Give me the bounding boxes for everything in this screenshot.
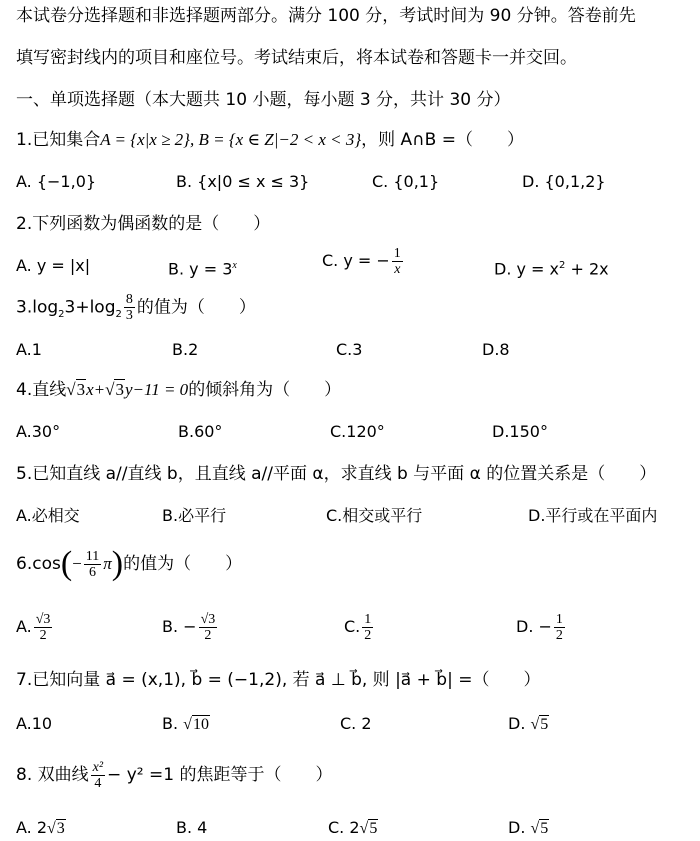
q5-option-a: A.必相交	[16, 506, 80, 525]
q8-num: x²	[92, 759, 104, 775]
q6-option-c	[344, 612, 375, 643]
question-1-stem	[16, 128, 692, 152]
q6-b-num: √3	[200, 612, 216, 627]
q6-right-paren: )	[111, 545, 124, 582]
q5-option-c: C.相交或平行	[326, 506, 423, 525]
q8-d-label: D.	[508, 818, 531, 837]
q2-option-c-fraction	[392, 246, 403, 277]
q6-b-fraction	[199, 612, 218, 643]
section-title: 一、单项选择题（本大题共 10 小题，每小题 3 分，共计 30 分）	[16, 90, 511, 110]
question-8-stem	[16, 758, 692, 792]
q2-option-b-exp: x	[232, 260, 237, 271]
q8-pre: 8. 双曲线	[16, 765, 89, 785]
q6-d-label: D. −	[516, 617, 552, 636]
q1-prefix: 1.已知集合	[16, 130, 101, 150]
q3-den: 3	[125, 308, 133, 323]
q2-option-d	[494, 254, 609, 281]
intro-line-1: 本试卷分选择题和非选择题两部分。满分 100 分，考试时间为 90 分钟。答卷前先	[16, 6, 636, 26]
q4-pre: 4.直线	[16, 380, 67, 400]
q4-post: 的倾斜角为（ ）	[188, 380, 342, 400]
q4-option-b: B.60°	[178, 422, 223, 441]
q4-radicand-2: 3	[115, 380, 124, 399]
q2-option-c-pre: C. y = −	[322, 251, 390, 270]
q8-d-radicand: 5	[540, 820, 549, 837]
q8-den: 4	[94, 775, 102, 791]
q2-option-c	[322, 246, 405, 277]
q8-c-sqrt: √5	[359, 820, 378, 837]
q3-option-b: B.2	[172, 340, 199, 359]
q3-pre: 3.log	[16, 297, 59, 318]
q5-option-d: D.平行或在平面内	[528, 506, 658, 525]
q2-option-a: A. y = |x|	[16, 256, 91, 275]
q3-option-d: D.8	[482, 340, 510, 359]
q7-d-sqrt: √5	[530, 716, 549, 733]
question-6-stem	[16, 546, 692, 582]
q3-option-c: C.3	[336, 340, 363, 359]
q3-post: 的值为（ ）	[136, 297, 256, 318]
q6-num: 11	[85, 548, 100, 564]
q6-d-fraction	[554, 612, 565, 643]
q8-c-label: C. 2	[328, 818, 360, 837]
q7-option-c: C. 2	[340, 714, 372, 733]
q7-d-label: D.	[508, 714, 531, 733]
q4-m2: y−11 = 0	[124, 380, 189, 399]
q7-b-radicand: 10	[192, 716, 209, 733]
question-3-stem	[16, 292, 692, 327]
q6-c-label: C.	[344, 617, 361, 636]
q8-a-label: A. 2	[16, 818, 48, 837]
q7-option-a: A.10	[16, 714, 53, 733]
q4-sqrt-1: √3	[66, 380, 86, 399]
q6-fraction	[84, 549, 101, 580]
q3-sub2: 2	[115, 308, 122, 320]
q1-option-b: B. {x|0 ≤ x ≤ 3}	[176, 172, 310, 191]
q3-fraction	[124, 292, 135, 323]
intro-line-2: 填写密封线内的项目和座位号。考试结束后，将本试卷和答题卡一并交回。	[16, 48, 577, 68]
q2-option-b	[168, 254, 237, 281]
q6-d-den: 2	[555, 628, 563, 643]
q4-sqrt-2: √3	[105, 380, 124, 399]
q1-option-a: A. {−1,0}	[16, 172, 97, 191]
q6-post: 的值为（ ）	[123, 554, 243, 574]
q6-a-label: A.	[16, 617, 32, 636]
question-2-stem: 2.下列函数为偶函数的是（ ）	[16, 214, 271, 234]
q1-sets: A = {x|x ≥ 2}, B = {x ∈ Z|−2 < x < 3}	[100, 130, 362, 149]
q6-option-a	[16, 612, 54, 643]
q4-radicand-1: 3	[76, 380, 86, 399]
q8-option-a	[16, 816, 66, 841]
question-4-stem	[16, 378, 692, 402]
q2-option-d-exp: 2	[559, 260, 566, 271]
q6-option-b	[162, 612, 219, 643]
q8-a-radicand: 3	[56, 820, 65, 837]
q4-option-c: C.120°	[330, 422, 385, 441]
q8-option-c	[328, 816, 378, 841]
q6-a-num: √3	[35, 612, 51, 627]
q4-option-a: A.30°	[16, 422, 61, 441]
q1-option-d: D. {0,1,2}	[522, 172, 606, 191]
q6-pi: π	[103, 554, 112, 573]
q2-option-d-pre: D. y = x	[494, 259, 560, 279]
q6-den: 6	[88, 564, 96, 580]
q7-d-radicand: 5	[540, 716, 549, 733]
q8-fraction	[91, 760, 105, 791]
q3-num: 8	[125, 292, 133, 307]
q8-c-radicand: 5	[369, 820, 378, 837]
q6-c-den: 2	[364, 628, 372, 643]
q6-b-den: 2	[204, 628, 212, 643]
q8-option-d	[508, 816, 549, 841]
q2-c-num: 1	[393, 246, 401, 261]
q7-option-b	[162, 712, 210, 737]
q6-c-num: 1	[364, 612, 372, 627]
q8-post: − y² =1 的焦距等于（ ）	[107, 765, 333, 785]
q3-mid: 3+log	[64, 297, 116, 318]
q4-option-d: D.150°	[492, 422, 548, 441]
q7-b-label: B.	[162, 714, 184, 733]
q6-a-den: 2	[39, 628, 47, 643]
q6-d-num: 1	[555, 612, 563, 627]
q1-option-c: C. {0,1}	[372, 172, 440, 191]
q6-a-fraction	[34, 612, 53, 643]
q8-option-b: B. 4	[176, 818, 208, 837]
q8-a-sqrt: √3	[47, 820, 65, 837]
q8-d-sqrt: √5	[530, 820, 549, 837]
q4-m1: x+	[86, 380, 106, 399]
q3-option-a: A.1	[16, 340, 42, 359]
q2-c-den: x	[394, 262, 401, 277]
question-5-stem: 5.已知直线 a//直线 b，且直线 a//平面 α，求直线 b 与平面 α 的位置关系是（ ）	[16, 464, 657, 484]
q6-left-paren: (	[60, 545, 73, 582]
q1-suffix: ，则 A∩B =（ ）	[361, 130, 524, 150]
question-7-stem: 7.已知向量 a⃗ = (x,1), b⃗ = (−1,2), 若 a⃗ ⊥ b⃗, 则 |a⃗ + b⃗| =（ ）	[16, 670, 541, 690]
q7-b-sqrt: √10	[183, 716, 209, 733]
q6-pre: 6.cos	[16, 554, 61, 574]
q7-option-d	[508, 712, 549, 737]
q2-option-b-base: B. y = 3	[168, 259, 233, 279]
q6-c-fraction	[362, 612, 373, 643]
q6-b-label: B. −	[162, 617, 197, 636]
q6-option-d	[516, 612, 567, 643]
q5-option-b: B.必平行	[162, 506, 227, 525]
q6-sign: −	[72, 554, 82, 573]
q2-option-d-post: + 2x	[565, 259, 609, 279]
q3-sub1: 2	[58, 308, 65, 320]
